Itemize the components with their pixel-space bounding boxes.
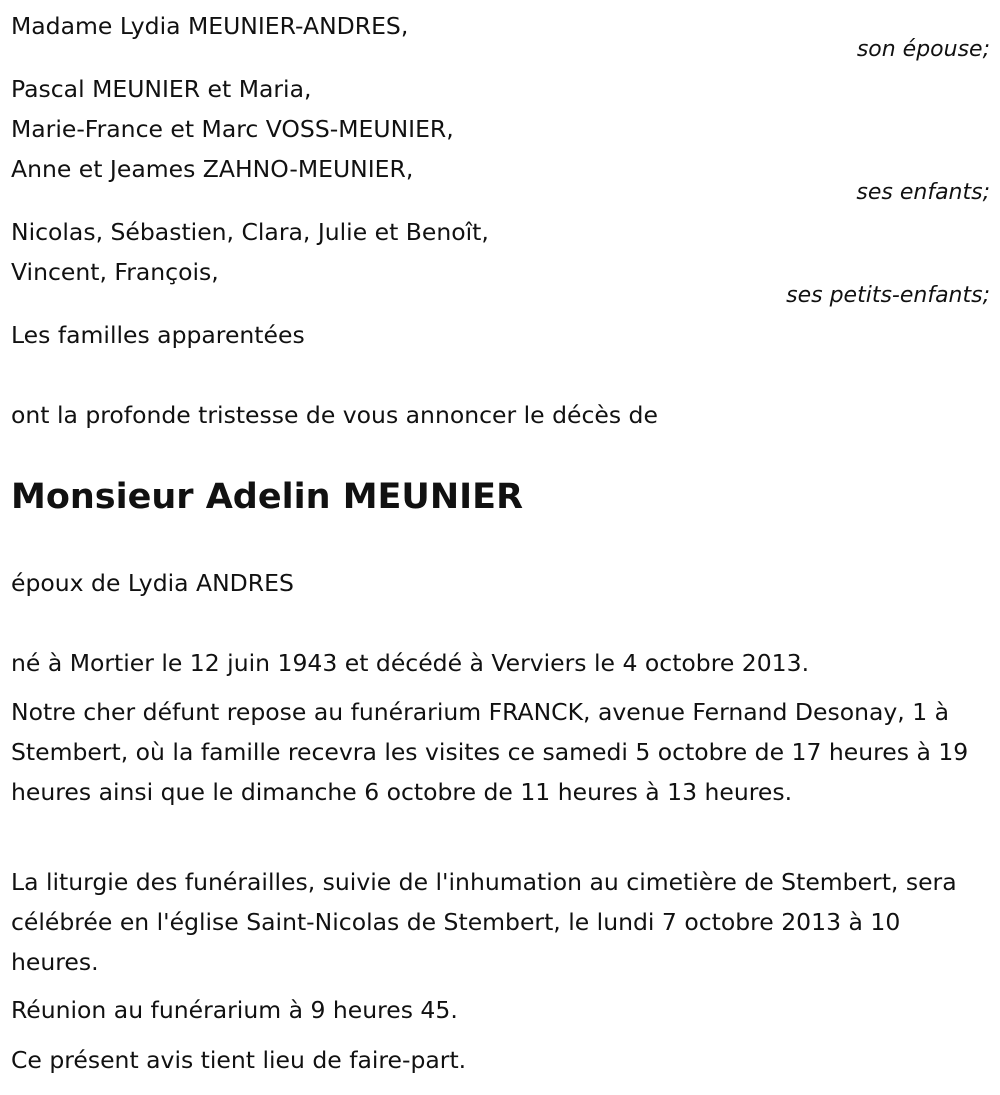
children-role: ses enfants; (856, 180, 990, 205)
child-line-2: Marie-France et Marc VOSS-MEUNIER, (11, 115, 454, 143)
visitation-paragraph: Notre cher défunt repose au funérarium FRANCK, avenue Fernand Desonay, 1 à Stembert, où la famille recevra les visites ce samedi 5 octobre de 17 heures à 19 heures ainsi que le dimanche 6 octobre de 11 heures à 13 heures. (11, 698, 969, 806)
child-line-1: Pascal MEUNIER et Maria, (11, 75, 312, 103)
spouse-name: Madame Lydia MEUNIER-ANDRES, (11, 12, 409, 40)
birth-death-dates: né à Mortier le 12 juin 1943 et décédé à Verviers le 4 octobre 2013. (11, 649, 810, 677)
spouse-role: son épouse; (856, 37, 990, 62)
deceased-name: Monsieur Adelin MEUNIER (11, 477, 524, 517)
child-line-3: Anne et Jeames ZAHNO-MEUNIER, (11, 155, 414, 183)
funeral-paragraph: La liturgie des funérailles, suivie de l'inhumation au cimetière de Stembert, sera célébrée en l'église Saint-Nicolas de Stembert, le lundi 7 octobre 2013 à 10 heures. (11, 868, 957, 976)
grandchildren-role: ses petits-enfants; (786, 283, 990, 308)
deceased-relation: époux de Lydia ANDRES (11, 569, 294, 597)
announcement-text: ont la profonde tristesse de vous annoncer le décès de (11, 401, 658, 429)
related-families: Les familles apparentées (11, 321, 305, 349)
grandchildren-line-1: Nicolas, Sébastien, Clara, Julie et Benoît, (11, 218, 489, 246)
notice-statement: Ce présent avis tient lieu de faire-part. (11, 1046, 467, 1074)
grandchildren-line-2: Vincent, François, (11, 258, 219, 286)
meeting-info: Réunion au funérarium à 9 heures 45. (11, 996, 458, 1024)
